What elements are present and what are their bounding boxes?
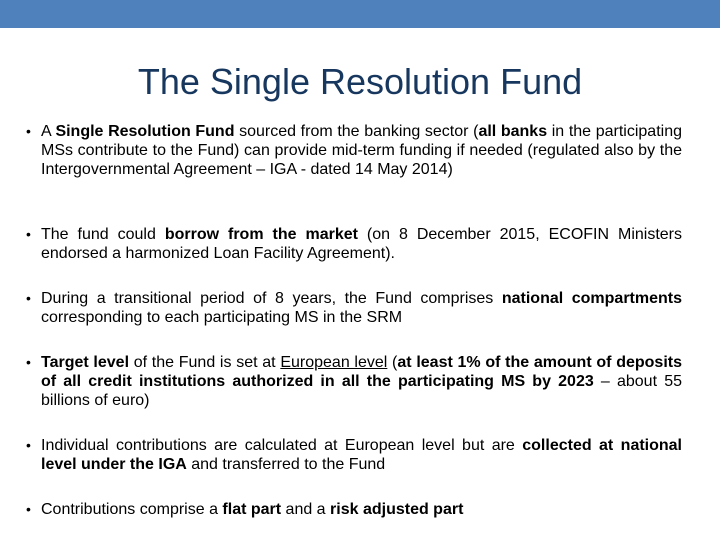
bullet-item-5 [26,436,682,474]
bullet-2-text: The fund could [41,226,165,243]
bullet-1-text: A [41,123,56,140]
bullet-4-text-3: – about 55 billions of euro) [41,373,682,409]
bullet-item-6 [26,500,682,519]
bullet-4-underlined: European level [280,354,388,371]
bullet-3-text-2: corresponding to each participating MS in the SRM [41,309,403,326]
bullet-5-text-2: and transferred to the Fund [186,456,386,473]
bullet-4-text: of the Fund is set at [129,354,281,371]
bullet-3-bold: national compartments [501,290,682,307]
bullet-5-bold: collected at national level under the IGA [41,437,683,473]
bullet-6-bold: flat part [222,501,282,518]
bullet-6-text: Contributions comprise a [41,501,223,518]
bullet-2-text-2: (on 8 December 2015, ECOFIN Ministers endorsed a harmonized Loan Facility Agreement). [41,226,683,262]
bullet-6-bold-2: risk adjusted part [330,501,464,518]
bullet-5-text: Individual contributions are calculated at European level but are [41,437,523,454]
bullet-6-text-2: and a [281,501,331,518]
bullet-dot-icon: • [26,123,31,139]
bullet-dot-icon: • [26,354,31,370]
bullet-dot-icon: • [26,226,31,242]
bullet-item-3 [26,289,682,327]
bullet-dot-icon: • [26,437,31,453]
top-accent-bar [0,0,720,28]
bullet-4-bold: Target level [41,354,130,371]
bullet-1-bold: Single Resolution Fund [55,123,235,140]
bullet-4-bold-2: at least 1% of the amount of deposits of all credit institutions authorized in all the participating MS by 2023 [41,354,682,390]
bullet-3-text: During a transitional period of 8 years, the Fund comprises [41,290,502,307]
bullet-4-text-2: ( [387,354,398,371]
bullet-item-2 [26,225,682,263]
bullet-1-bold-2: all banks [478,123,548,140]
bullet-2-bold: borrow from the market [164,226,358,243]
bullet-1-text-3: in the participating MSs contribute to the Fund) can provide mid-term funding if needed (regulated also by the Intergovernmental Agreement – IGA - dated 14 May 2014) [41,123,682,178]
bullet-item-1 [26,122,682,179]
bullet-dot-icon: • [26,501,31,517]
slide-title: The Single Resolution Fund [137,61,583,102]
bullet-1-text-2: sourced from the banking sector ( [234,123,479,140]
bullet-dot-icon: • [26,290,31,306]
bullet-item-4 [26,353,682,410]
